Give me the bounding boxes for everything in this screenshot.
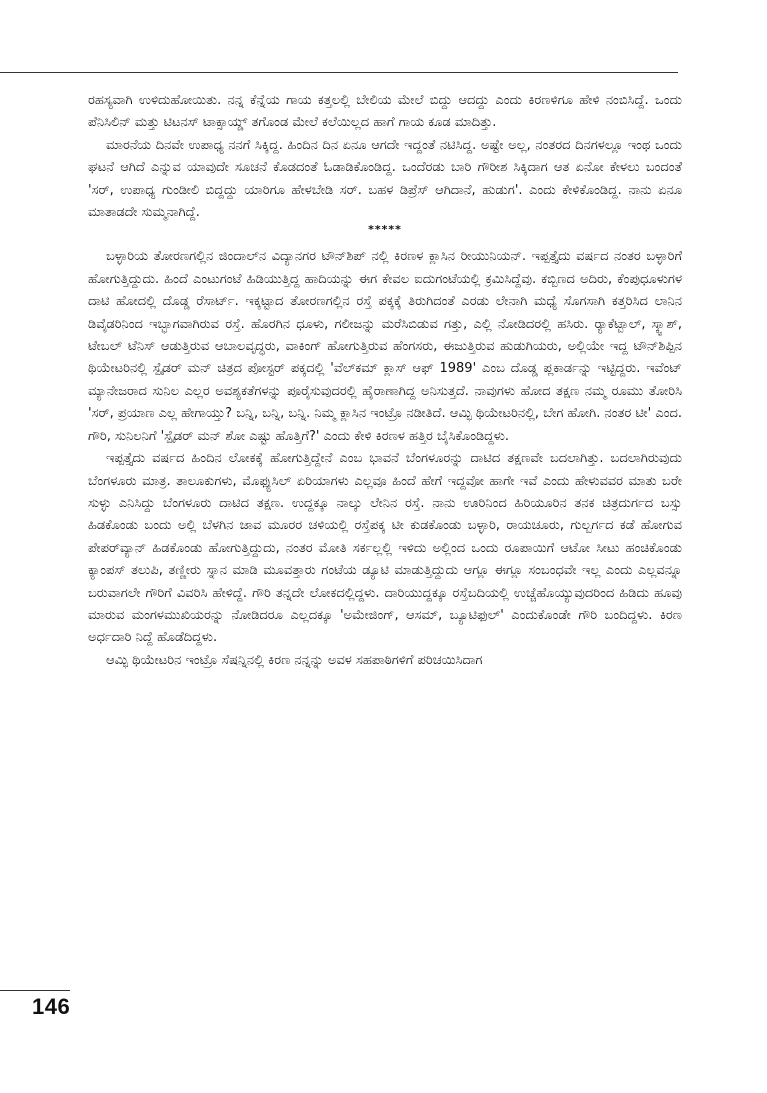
paragraph-4: ಇಪ್ಪತ್ತೈದು ವರ್ಷದ ಹಿಂದಿನ ಲೋಕಕ್ಕೆ ಹೋಗುತ್ತಿದ್ದೇನೆ ಎಂಬ ಭಾವನೆ ಬೆಂಗಳೂರನ್ನು ದಾಟಿದ ತಕ್ಷಣವೇ ಬದಲಾಗಿತ್ತು. ಬದಲಾಗಿರುವುದು ಬೆಂಗಳೂರು ಮಾತ್ರ. ತಾಲೂಕುಗಳು, ಮೊಫ್ಯುಸಿಲ್ ಏರಿಯಾಗಳು ಎಲ್ಲವೂ ಹಿಂದೆ ಹೇಗೆ ಇದ್ದವೋ ಹಾಗೇ ಇವೆ ಎಂದು ಹೇಳುವವರ ಮಾತು ಬರೇ ಸುಳ್ಳು ಎನಿಸಿದ್ದು ಬೆಂಗಳೂರು ದಾಟಿದ ತಕ್ಷಣ. ಉದ್ದಕ್ಕೂ ನಾಲ್ಕು ಲೇನಿನ ರಸ್ತೆ. ನಾನು ಊರಿನಿಂದ ಹಿರಿಯೂರಿನ ತನಕ ಚಿತ್ರದುರ್ಗದ ಬಸ್ಸು ಹಿಡಕೊಂಡು ಬಂದು ಅಲ್ಲಿ ಬೆಳಗಿನ ಜಾವ ಮೂರರ ಚಳಿಯಲ್ಲಿ ರಸ್ತೆಪಕ್ಕ ಟೀ ಕುಡಕೊಂಡು ಬಳ್ಳಾರಿ, ರಾಯಚೂರು, ಗುಲ್ಬರ್ಗದ ಕಡೆ ಹೋಗುವ ಪೇಪರ್‌ವ್ಯಾನ್ ಹಿಡಕೊಂಡು ಹೋಗುತ್ತಿದ್ದುದು, ನಂತರ ಮೋತಿ ಸರ್ಕಲ್ಲಲ್ಲಿ ಇಳಿದು ಅಲ್ಲಿಂದ ಒಂದು ರೂಪಾಯಿಗೆ ಆಟೋ ಸೀಟು ಹಂಚಿಕೊಂಡು ಕ್ಯಾಂಪಸ್ ತಲುಪಿ, ತಣ್ಣೀರು ಸ್ನಾನ ಮಾಡಿ ಮೂವತ್ತಾರು ಗಂಟೆಯ ಡ್ಯೂಟಿ ಮಾಡುತ್ತಿದ್ದುದು ಆಗ್ಲೂ ಈಗ್ಲೂ ಸಂಬಂಧವೇ ಇಲ್ಲ ಎಂದು ಎಲ್ಲವನ್ನೂ ಬರುವಾಗಲೇ ಗೌರಿಗೆ ವಿವರಿಸಿ ಹೇಳಿದ್ದೆ. ಗೌರಿ ತನ್ನದೇ ಲೋಕದಲ್ಲಿದ್ದಳು. ದಾರಿಯುದ್ದಕ್ಕೂ ರಸ್ತೆಬದಿಯಲ್ಲಿ ಉಚ್ಚೆಹೊಯ್ಯುವುದರಿಂದ ಹಿಡಿದು ಹೂವು ಮಾರುವ ಮಂಗಳಮುಖಿಯರನ್ನು ನೋಡಿದರೂ ಎಲ್ಲದಕ್ಕೂ 'ಅಮೇಜಿಂಗ್, ಆಸಮ್, ಬ್ಯೂಟಿಫುಲ್' ಎಂದುಕೊಂಡೇ ಗೌರಿ ಬಂದಿದ್ದಳು. ಕಿರಣ ಅರ್ಧದಾರಿ ನಿದ್ದೆ ಹೊಡೆದಿದ್ದಳು. [88,451,682,646]
page-number: 146 [32,994,71,1019]
top-rule [0,72,678,73]
page-body [88,90,682,672]
footer-rule [0,990,70,991]
section-separator: ***** [368,223,402,237]
paragraph-1: ರಹಸ್ಯವಾಗಿ ಉಳಿದುಹೋಯಿತು. ನನ್ನ ಕೆನ್ನೆಯ ಗಾಯ ಕತ್ತಲಲ್ಲಿ ಬೇಲಿಯ ಮೇಲೆ ಬಿದ್ದು ಆದದ್ದು ಎಂದು ಕಿರಣಳಿಗೂ ಹೇಳಿ ನಂಬಿಸಿದ್ದೆ. ಒಂದು ಪೆನಿಸಿಲಿನ್ ಮತ್ತು ಟಿಟನಸ್ ಟಾಕ್ಸಾಯ್ಡ್ ತಗೊಂಡ ಮೇಲೆ ಕಲೆಯಿಲ್ಲದ ಹಾಗೆ ಗಾಯ ಕೂಡ ಮಾದಿತ್ತು. [88,93,682,131]
paragraph-5: ಆಮ್ಫಿ ಥಿಯೇಟರಿನ ಇಂಟ್ರೊ ಸೆಷನ್ನಿನಲ್ಲಿ ಕಿರಣ ನನ್ನನ್ನು ಅವಳ ಸಹಪಾಠಿಗಳಿಗೆ ಪರಿಚಯಿಸಿದಾಗ [106,652,483,668]
paragraph-2: ಮಾರನೆಯ ದಿನವೇ ಉಪಾಧ್ಯ ನನಗೆ ಸಿಕ್ಕಿದ್ದ. ಹಿಂದಿನ ದಿನ ಏನೂ ಆಗದೇ ಇದ್ದಂತೆ ನಟಿಸಿದ್ದ. ಅಷ್ಟೇ ಅಲ್ಲ, ನಂತರದ ದಿನಗಳಲ್ಲೂ ಇಂಥ ಒಂದು ಘಟನೆ ಆಗಿದೆ ಎನ್ನುವ ಯಾವುದೇ ಸೂಚನೆ ಕೊಡದಂತೆ ಓಡಾಡಿಕೊಂಡಿದ್ದ. ಒಂದೆರಡು ಬಾರಿ ಗೌರೀಶ ಸಿಕ್ಕಿದಾಗ ಆತ ಏನೋ ಕೇಳಲು ಬಂದಂತೆ 'ಸರ್, ಉಪಾಧ್ಯ ಗುಂಡೀಲಿ ಬಿದ್ದದ್ದು ಯಾರಿಗೂ ಹೇಳಬೇಡಿ ಸರ್. ಬಹಳ ಡಿಪ್ರೆಸ್ ಆಗಿದಾನೆ, ಹುಡುಗ'. ಎಂದು ಕೇಳಿಕೊಂಡಿದ್ದ. ನಾನು ಏನೂ ಮಾತಾಡದೇ ಸುಮ್ಮನಾಗಿದ್ದೆ. [88,137,682,221]
paragraph-3: ಬಳ್ಳಾರಿಯ ತೋರಣಗಲ್ಲಿನ ಜಿಂದಾಲ್‌ನ ವಿದ್ಯಾನಗರ ಟೌನ್‌ಶಿಪ್ ನಲ್ಲಿ ಕಿರಣಳ ಕ್ಲಾಸಿನ ರೀಯುನಿಯನ್. ಇಪ್ಪತ್ತೈದು ವರ್ಷದ ನಂತರ ಬಳ್ಳಾರಿಗೆ ಹೋಗುತ್ತಿದ್ದುದು. ಹಿಂದೆ ಎಂಟುಗಂಟೆ ಹಿಡಿಯುತ್ತಿದ್ದ ಹಾದಿಯನ್ನು ಈಗ ಕೇವಲ ಐದುಗಂಟೆಯಲ್ಲಿ ಕ್ರಮಿಸಿದ್ದೆವು. ಕಬ್ಬಿಣದ ಅದಿರು, ಕೆಂಪುಧೂಳುಗಳ ದಾಟಿ ಹೋದಲ್ಲಿ ದೊಡ್ಡ ರೆಸಾರ್ಟ್. ಇಕ್ಕಟ್ಟಾದ ತೋರಣಗಲ್ಲಿನ ರಸ್ತೆ ಪಕ್ಕಕ್ಕೆ ತಿರುಗಿದಂತೆ ಎರಡು ಲೇನಾಗಿ ಮಧ್ಯೆ ಸೊಗಸಾಗಿ ಕತ್ತರಿಸಿದ ಲಾನಿನ ಡಿವೈಡರಿನಿಂದ ಇಬ್ಭಾಗವಾಗಿರುವ ರಸ್ತೆ. ಹೊರಗಿನ ಧೂಳು, ಗಲೀಜನ್ನು ಮರೆಸಿಬಿಡುವ ಗತ್ತು, ಎಲ್ಲಿ ನೋಡಿದರಲ್ಲಿ ಹಸಿರು. ರ್‍ಯಾಕೆಟ್ಬಾಲ್, ಸ್ಕ್ವಾಶ್, ಟೇಬಲ್ ಟೆನಿಸ್ ಆಡುತ್ತಿರುವ ಆಬಾಲವೃದ್ಧರು, ವಾಕಿಂಗ್ ಹೋಗುತ್ತಿರುವ ಹೆಂಗಸರು, ಈಜುತ್ತಿರುವ ಹುಡುಗಿಯರು, ಅಲ್ಲಿಯೇ ಇದ್ದ ಟೌನ್‌ಶಿಪ್ಪಿನ ಥಿಯೇಟರಿನಲ್ಲಿ ಸ್ಪೈಡರ್ ಮನ್ ಚಿತ್ರದ ಪೋಸ್ಟರ್ ಪಕ್ಕದಲ್ಲಿ 'ವೆಲ್‌ಕಮ್ ಕ್ಲಾಸ್ ಆಫ್ 1989' ಎಂಬ ದೊಡ್ಡ ಪ್ಲಕಾರ್ಡನ್ನು ಇಟ್ಟಿದ್ದರು. ಇವೆಂಟ್ ಮ್ಯಾನೇಜರಾದ ಸುನಿಲ ಎಲ್ಲರ ಅವಶ್ಯಕತೆಗಳನ್ನು ಪೂರೈಸುವುದರಲ್ಲಿ ಹೈರಾಣಾಗಿದ್ದ ಅನಿಸುತ್ತದೆ. ನಾವುಗಳು ಹೋದ ತಕ್ಷಣ ನಮ್ಮ ರೂಮು ತೋರಿಸಿ 'ಸರ್, ಪ್ರಯಾಣ ಎಲ್ಲ ಹೇಗಾಯ್ತು? ಬನ್ನಿ, ಬನ್ನಿ, ಬನ್ನಿ. ನಿಮ್ಮ ಕ್ಲಾಸಿನ ಇಂಟ್ರೊ ನಡೀತಿದೆ. ಆಮ್ಫಿ ಥಿಯೇಟರಿನಲ್ಲಿ, ಬೇಗ ಹೋಗಿ. ನಂತರ ಟೀ' ಎಂದ. ಗೌರಿ, ಸುನಿಲನಿಗೆ 'ಸ್ಪೈಡರ್ ಮನ್ ಶೋ ಎಷ್ಟು ಹೊತ್ತಿಗೆ?' ಎಂದು ಕೇಳಿ ಕಿರಣಳ ಹತ್ತಿರ ಬೈಸಿಕೊಂಡಿದ್ದಳು. [88,249,682,444]
